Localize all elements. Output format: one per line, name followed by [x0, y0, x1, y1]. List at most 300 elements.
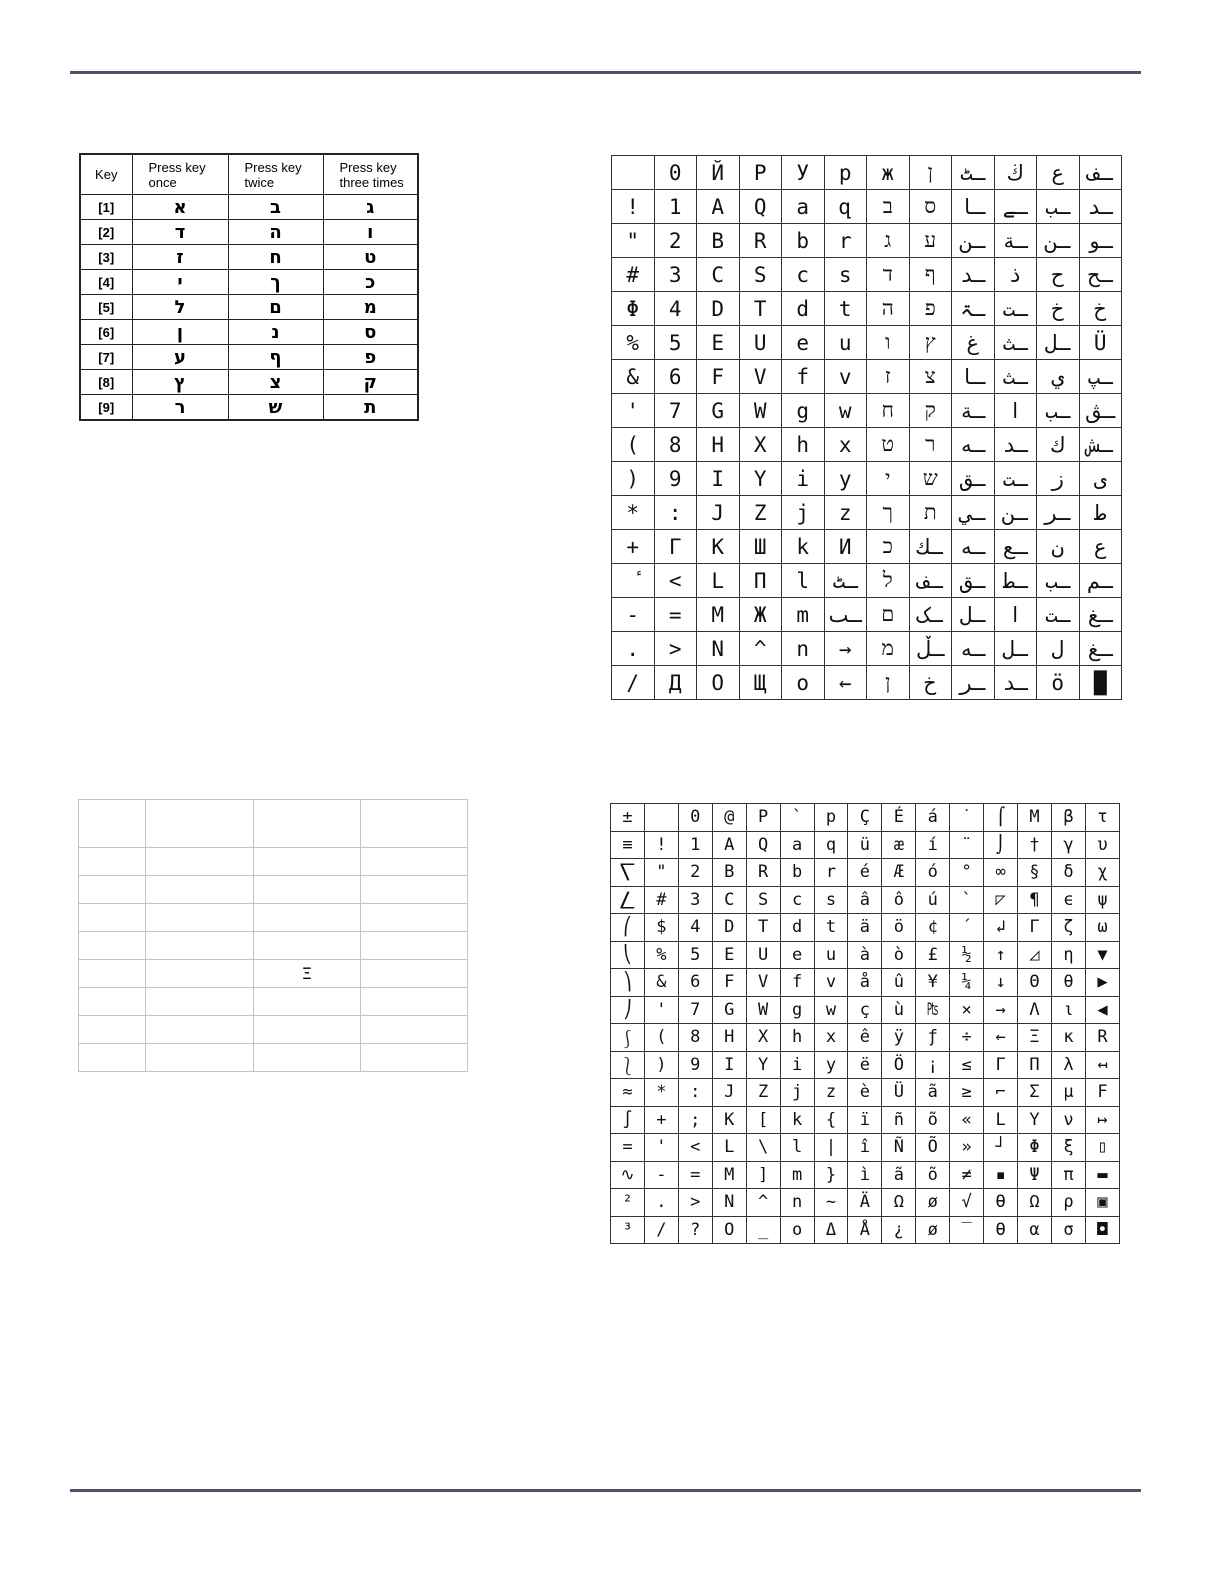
grid-cell: 4 — [678, 914, 712, 942]
grid-cell: h — [782, 428, 825, 462]
grid-cell: i — [780, 1051, 814, 1079]
grid-cell: H — [712, 1024, 746, 1052]
grid-cell: ا — [994, 394, 1037, 428]
grid-cell: ـع — [994, 530, 1037, 564]
grid-cell: Ü — [1079, 326, 1122, 360]
grid-row — [612, 326, 1122, 360]
grid-cell: λ — [1051, 1051, 1085, 1079]
grid-cell: ף — [909, 258, 952, 292]
grid-cell: Γ — [654, 530, 697, 564]
grid-cell: O — [697, 666, 740, 700]
table-cell — [146, 1016, 254, 1044]
grid-cell: ü — [848, 831, 882, 859]
grid-cell: Ç — [848, 804, 882, 832]
grid-cell: ـي — [952, 496, 995, 530]
grid-cell: ´ — [950, 914, 984, 942]
table-cell — [254, 876, 361, 904]
hebrew-letter: ב — [228, 195, 323, 220]
grid-row — [612, 632, 1122, 666]
grid-cell: զ — [824, 190, 867, 224]
grid-cell: Λ — [1018, 996, 1052, 1024]
grid-row — [611, 859, 1120, 887]
grid-cell: û — [882, 969, 916, 997]
grid-row — [611, 1079, 1120, 1107]
grid-cell: B — [712, 859, 746, 887]
grid-cell: Å — [848, 1216, 882, 1244]
table-cell — [254, 1044, 361, 1072]
table-cell — [146, 988, 254, 1016]
grid-cell: l — [780, 1134, 814, 1162]
grid-cell: Ω — [882, 1189, 916, 1217]
grid-cell: W — [746, 996, 780, 1024]
grid-cell: W — [739, 394, 782, 428]
grid-cell: ـا — [952, 190, 995, 224]
grid-cell: י — [867, 462, 910, 496]
grid-cell: 5 — [654, 326, 697, 360]
grid-cell: ι — [1051, 996, 1085, 1024]
grid-cell: $ — [644, 914, 678, 942]
grid-cell: Ψ — [1018, 1161, 1052, 1189]
grid-row — [611, 1216, 1120, 1244]
grid-cell: צ — [909, 360, 952, 394]
grid-cell: í — [916, 831, 950, 859]
grid-cell: ـپ — [1079, 360, 1122, 394]
grid-cell: T — [739, 292, 782, 326]
grid-cell: L — [712, 1134, 746, 1162]
table-row — [80, 295, 418, 320]
grid-cell: خ — [1079, 292, 1122, 326]
grid-cell: ـل — [952, 598, 995, 632]
grid-cell: } — [814, 1161, 848, 1189]
character-grid-1-body — [612, 156, 1122, 700]
hebrew-letter: ת — [323, 395, 418, 421]
table-cell — [361, 988, 468, 1016]
grid-cell: ∫ — [611, 1106, 645, 1134]
grid-cell: ▼ — [1085, 941, 1119, 969]
grid-cell: S — [746, 886, 780, 914]
character-grid-2-body — [611, 804, 1120, 1244]
grid-cell: è — [848, 1079, 882, 1107]
grid-cell: z — [824, 496, 867, 530]
grid-cell: î — [848, 1134, 882, 1162]
grid-cell: ـل — [994, 632, 1037, 666]
grid-cell: ذ — [994, 258, 1037, 292]
grid-cell: M — [1018, 804, 1052, 832]
grid-cell: κ — [1051, 1024, 1085, 1052]
grid-cell: á — [916, 804, 950, 832]
grid-cell: ï — [848, 1106, 882, 1134]
hebrew-letter: ס — [323, 320, 418, 345]
grid-cell: / — [612, 666, 655, 700]
grid-cell: ≠ — [950, 1161, 984, 1189]
grid-cell: Ü — [882, 1079, 916, 1107]
grid-cell: r — [824, 224, 867, 258]
hebrew-key-table-head — [80, 154, 418, 195]
table-cell — [79, 960, 146, 988]
grid-cell: 9 — [678, 1051, 712, 1079]
header-rule — [70, 71, 1141, 74]
grid-cell: ↤ — [1085, 1051, 1119, 1079]
table-row — [80, 245, 418, 270]
grid-cell: Γ — [984, 1051, 1018, 1079]
grid-row — [611, 1161, 1120, 1189]
grid-cell: y — [814, 1051, 848, 1079]
grid-cell: ن — [1037, 530, 1080, 564]
grid-cell: v — [814, 969, 848, 997]
grid-cell: ⎱ — [611, 1051, 645, 1079]
grid-cell: É — [882, 804, 916, 832]
grid-cell: 1 — [678, 831, 712, 859]
table-cell — [146, 960, 254, 988]
grid-cell: H — [697, 428, 740, 462]
grid-cell: ö — [882, 914, 916, 942]
grid-row — [611, 996, 1120, 1024]
grid-cell: 4 — [654, 292, 697, 326]
table-row — [79, 932, 468, 960]
grid-cell: ` — [780, 804, 814, 832]
grid-cell: ل — [1037, 632, 1080, 666]
grid-cell: ـٮ — [824, 598, 867, 632]
key-label: [4] — [80, 270, 132, 295]
grid-cell: ë — [848, 1051, 882, 1079]
grid-cell: z — [814, 1079, 848, 1107]
grid-cell: ≥ — [950, 1079, 984, 1107]
hebrew-letter: ק — [323, 370, 418, 395]
grid-cell: V — [746, 969, 780, 997]
grid-cell: ν — [1051, 1106, 1085, 1134]
grid-row — [612, 530, 1122, 564]
grid-cell: ô — [882, 886, 916, 914]
grid-cell: ₧ — [916, 996, 950, 1024]
grid-cell: P — [739, 156, 782, 190]
grid-cell: × — [950, 996, 984, 1024]
grid-cell: Π — [1018, 1051, 1052, 1079]
grid-cell: ـب — [1037, 190, 1080, 224]
grid-cell: ¨ — [950, 831, 984, 859]
grid-cell: ך — [867, 496, 910, 530]
grid-cell: 5 — [678, 941, 712, 969]
grid-cell: Õ — [916, 1134, 950, 1162]
grid-cell: X — [739, 428, 782, 462]
hebrew-letter: מ — [323, 295, 418, 320]
grid-cell: R — [739, 224, 782, 258]
key-label: [8] — [80, 370, 132, 395]
grid-cell: Θ — [1018, 969, 1052, 997]
grid-cell: 0 — [654, 156, 697, 190]
hebrew-letter: פ — [323, 345, 418, 370]
grid-cell: C — [697, 258, 740, 292]
grid-row — [612, 564, 1122, 598]
grid-cell: ° — [950, 859, 984, 887]
grid-cell: ـة — [994, 224, 1037, 258]
grid-cell: ' — [644, 996, 678, 1024]
grid-cell: t — [824, 292, 867, 326]
grid-cell: ñ — [882, 1106, 916, 1134]
grid-cell: ـڵ — [909, 632, 952, 666]
grid-cell: ⎝ — [611, 941, 645, 969]
hebrew-letter: ג — [323, 195, 418, 220]
table-row — [79, 1044, 468, 1072]
grid-cell: > — [654, 632, 697, 666]
footer-rule — [70, 1489, 1141, 1492]
table-row — [80, 345, 418, 370]
grid-cell: τ — [1085, 804, 1119, 832]
grid-cell: ـق — [952, 462, 995, 496]
hebrew-letter: ל — [132, 295, 228, 320]
grid-cell: F — [1085, 1079, 1119, 1107]
grid-cell: ן — [867, 666, 910, 700]
grid-cell: Q — [739, 190, 782, 224]
hebrew-letter: ר — [132, 395, 228, 421]
grid-cell: ² — [611, 1189, 645, 1217]
grid-cell: Ω — [1018, 1189, 1052, 1217]
grid-cell: j — [782, 496, 825, 530]
grid-cell: ' — [644, 1134, 678, 1162]
grid-cell: μ — [1051, 1079, 1085, 1107]
grid-cell: i — [782, 462, 825, 496]
grid-cell: خ — [909, 666, 952, 700]
grid-cell: a — [782, 190, 825, 224]
grid-row — [612, 666, 1122, 700]
grid-cell: ـب — [1037, 564, 1080, 598]
grid-cell: 0 — [678, 804, 712, 832]
grid-cell: u — [824, 326, 867, 360]
grid-row — [611, 1024, 1120, 1052]
grid-cell: ـن — [952, 224, 995, 258]
grid-cell: ـث — [994, 360, 1037, 394]
grid-cell: ש — [909, 462, 952, 496]
grid-cell: ـف — [1079, 156, 1122, 190]
grid-cell: õ — [916, 1106, 950, 1134]
grid-cell: g — [782, 394, 825, 428]
grid-cell: e — [782, 326, 825, 360]
grid-cell: ـد — [952, 258, 995, 292]
grid-cell: x — [824, 428, 867, 462]
grid-cell — [612, 156, 655, 190]
grid-cell: ן — [909, 156, 952, 190]
grid-cell: ? — [678, 1216, 712, 1244]
grid-cell: כ — [867, 530, 910, 564]
grid-cell: ـه — [952, 632, 995, 666]
grid-cell: ט — [867, 428, 910, 462]
grid-cell: M — [697, 598, 740, 632]
grid-cell: < — [678, 1134, 712, 1162]
grid-cell: X — [746, 1024, 780, 1052]
table-row — [80, 320, 418, 345]
grid-cell: ـك — [909, 530, 952, 564]
table-cell — [254, 904, 361, 932]
grid-cell: ⌡ — [984, 831, 1018, 859]
table-cell — [146, 848, 254, 876]
grid-cell: Y — [746, 1051, 780, 1079]
grid-cell: £ — [916, 941, 950, 969]
grid-cell: ρ — [1051, 1189, 1085, 1217]
grid-cell: ز — [1037, 462, 1080, 496]
grid-cell: x — [814, 1024, 848, 1052]
hebrew-letter: ו — [323, 220, 418, 245]
grid-cell: / — [644, 1216, 678, 1244]
grid-cell: ` — [950, 886, 984, 914]
grid-cell: ـط — [994, 564, 1037, 598]
grid-cell: ת — [909, 496, 952, 530]
grid-cell: ¿ — [882, 1216, 916, 1244]
hebrew-key-table-body — [80, 195, 418, 421]
grid-cell: ـر — [952, 666, 995, 700]
grid-cell: غ — [952, 326, 995, 360]
grid-cell: η — [1051, 941, 1085, 969]
grid-cell: ø — [916, 1216, 950, 1244]
key-label: [6] — [80, 320, 132, 345]
grid-cell: ^ — [739, 632, 782, 666]
grid-cell: N — [712, 1189, 746, 1217]
grid-cell: \ — [746, 1134, 780, 1162]
grid-cell: ◸ — [984, 886, 1018, 914]
grid-cell: ـد — [1079, 190, 1122, 224]
grid-cell: ـغ — [1079, 632, 1122, 666]
grid-cell: ò — [882, 941, 916, 969]
grid-cell: ـف — [909, 564, 952, 598]
grid-cell: ω — [1085, 914, 1119, 942]
grid-cell: h — [780, 1024, 814, 1052]
grid-cell: ø — [916, 1189, 950, 1217]
grid-cell: 3 — [654, 258, 697, 292]
grid-cell: γ — [1051, 831, 1085, 859]
grid-cell: = — [678, 1161, 712, 1189]
grid-cell: ـه — [952, 428, 995, 462]
grid-cell: █ — [1079, 666, 1122, 700]
grid-cell: ـق — [952, 564, 995, 598]
grid-cell: ⎞ — [611, 969, 645, 997]
grid-cell: ÿ — [882, 1024, 916, 1052]
grid-cell: ד — [867, 258, 910, 292]
grid-cell: A — [697, 190, 740, 224]
grid-cell: Æ — [882, 859, 916, 887]
grid-cell: ¼ — [950, 969, 984, 997]
grid-cell: - — [644, 1161, 678, 1189]
grid-cell: ـن — [1037, 224, 1080, 258]
grid-cell: D — [697, 292, 740, 326]
grid-cell: . — [644, 1189, 678, 1217]
grid-cell: - — [612, 598, 655, 632]
grid-cell: _ — [746, 1216, 780, 1244]
grid-cell: ـر — [1037, 496, 1080, 530]
grid-cell: Ѳ — [984, 1216, 1018, 1244]
grid-cell: ⌐ — [984, 1079, 1018, 1107]
hebrew-letter: צ — [228, 370, 323, 395]
table-cell — [361, 848, 468, 876]
grid-cell: ـث — [994, 326, 1037, 360]
grid-cell: R — [746, 859, 780, 887]
grid-cell: T — [746, 914, 780, 942]
grid-row — [612, 224, 1122, 258]
grid-cell: % — [612, 326, 655, 360]
grid-cell: g — [780, 996, 814, 1024]
grid-cell: ר — [909, 428, 952, 462]
grid-cell: 7 — [678, 996, 712, 1024]
grid-row — [612, 258, 1122, 292]
grid-cell: F — [697, 360, 740, 394]
grid-cell: 7 — [654, 394, 697, 428]
grid-cell: I — [712, 1051, 746, 1079]
grid-cell: o — [782, 666, 825, 700]
grid-cell: E — [712, 941, 746, 969]
key-label: [5] — [80, 295, 132, 320]
grid-cell: ع — [1037, 156, 1080, 190]
grid-cell: J — [697, 496, 740, 530]
grid-cell: Φ — [1018, 1134, 1052, 1162]
grid-cell: * — [612, 496, 655, 530]
grid-cell: ـٹ — [952, 156, 995, 190]
grid-cell: q — [814, 831, 848, 859]
grid-cell: # — [644, 886, 678, 914]
grid-cell: B — [697, 224, 740, 258]
grid-row — [611, 941, 1120, 969]
grid-cell: ζ — [1051, 914, 1085, 942]
table-cell — [361, 876, 468, 904]
grid-cell: % — [644, 941, 678, 969]
grid-cell: Q — [746, 831, 780, 859]
grid-cell: П — [739, 564, 782, 598]
grid-cell: √ — [950, 1189, 984, 1217]
grid-cell: V — [739, 360, 782, 394]
grid-cell: ϵ — [1051, 886, 1085, 914]
grid-cell — [644, 804, 678, 832]
grid-cell: ó — [916, 859, 950, 887]
grid-cell: 1 — [654, 190, 697, 224]
hebrew-letter: ח — [228, 245, 323, 270]
table-cell — [79, 988, 146, 1016]
grid-cell: R — [1085, 1024, 1119, 1052]
grid-cell: n — [780, 1189, 814, 1217]
grid-cell: ي — [1037, 360, 1080, 394]
grid-cell: C — [712, 886, 746, 914]
grid-cell: c — [782, 258, 825, 292]
grid-cell: d — [780, 914, 814, 942]
grid-cell: ك — [1037, 428, 1080, 462]
grid-cell: ≡ — [611, 831, 645, 859]
grid-cell: Й — [697, 156, 740, 190]
grid-cell: k — [780, 1106, 814, 1134]
grid-cell: ـغ — [1079, 598, 1122, 632]
grid-cell: ـک — [909, 598, 952, 632]
table-cell — [254, 988, 361, 1016]
grid-cell: n — [782, 632, 825, 666]
grid-row — [611, 1051, 1120, 1079]
grid-cell: e — [780, 941, 814, 969]
hebrew-letter: ף — [228, 345, 323, 370]
grid-cell: : — [678, 1079, 712, 1107]
grid-cell: < — [654, 564, 697, 598]
grid-cell: Д — [654, 666, 697, 700]
grid-row — [612, 462, 1122, 496]
grid-cell: π — [1051, 1161, 1085, 1189]
grid-cell: 6 — [654, 360, 697, 394]
column-header: Key — [80, 154, 132, 195]
grid-cell: ▬ — [1085, 1161, 1119, 1189]
grid-cell: ] — [746, 1161, 780, 1189]
grid-cell: E — [697, 326, 740, 360]
grid-cell: ـے — [994, 190, 1037, 224]
grid-cell: ⎠ — [611, 996, 645, 1024]
grid-cell — [612, 564, 655, 598]
grid-cell: ـن — [994, 496, 1037, 530]
hebrew-letter: נ — [228, 320, 323, 345]
grid-cell: ו — [867, 326, 910, 360]
grid-cell: . — [612, 632, 655, 666]
grid-cell: ƒ — [916, 1024, 950, 1052]
grid-cell: † — [1018, 831, 1052, 859]
grid-cell: j — [780, 1079, 814, 1107]
